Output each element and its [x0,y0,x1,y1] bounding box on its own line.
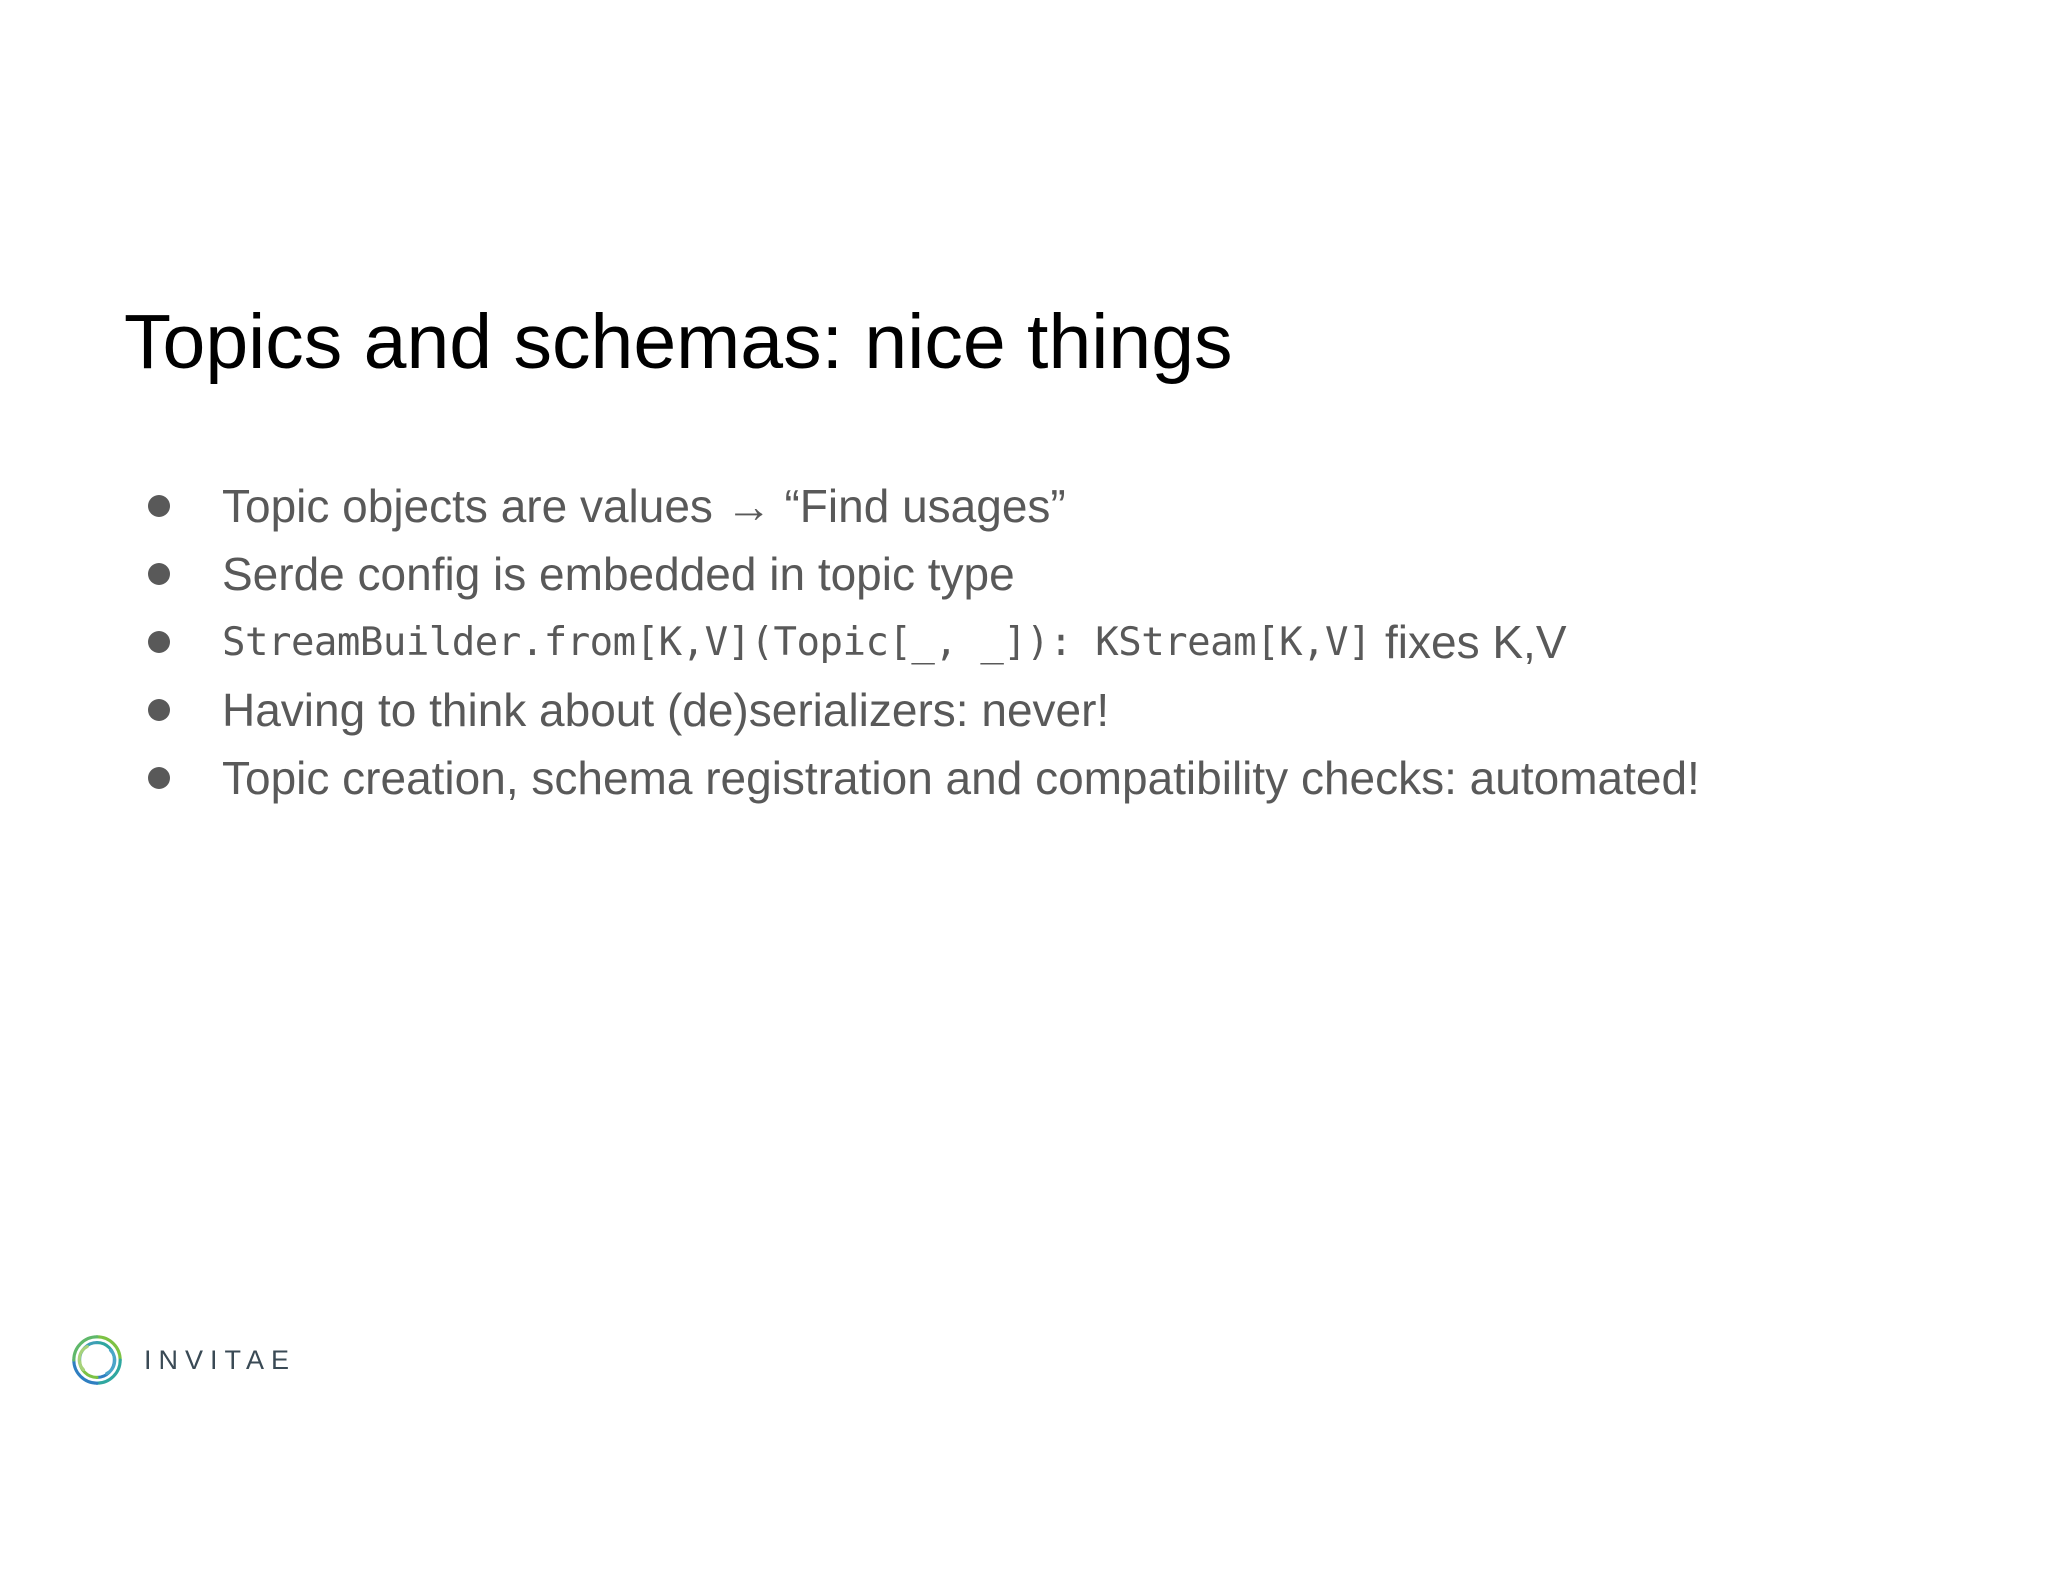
slide-title: Topics and schemas: nice things [124,299,1233,385]
bullet-item [148,472,1700,540]
bullet-list [148,472,1700,812]
bullet-dot-icon [148,495,170,517]
logo-wordmark: INVITAE [144,1344,297,1375]
bullet-code: StreamBuilder.from[K,V](Topic[_, _]): KStream[K,V] [222,619,1371,665]
bullet-dot-icon [148,563,170,585]
bullet-item [148,744,1700,812]
bullet-item [148,608,1700,676]
invitae-logo [68,1330,296,1390]
bullet-item [148,676,1700,744]
bullet-text-suffix: fixes K,V [1385,616,1567,668]
bullet-text: Topic objects are values → “Find usages” [222,480,1066,532]
bullet-text: Having to think about (de)serializers: never! [222,684,1110,736]
bullet-text: Topic creation, schema registration and compatibility checks: automated! [222,752,1700,804]
invitae-swirl-icon [68,1331,126,1389]
bullet-dot-icon [148,699,170,721]
bullet-dot-icon [148,767,170,789]
bullet-text: Serde config is embedded in topic type [222,548,1015,600]
bullet-item [148,540,1700,608]
bullet-dot-icon [148,631,170,653]
